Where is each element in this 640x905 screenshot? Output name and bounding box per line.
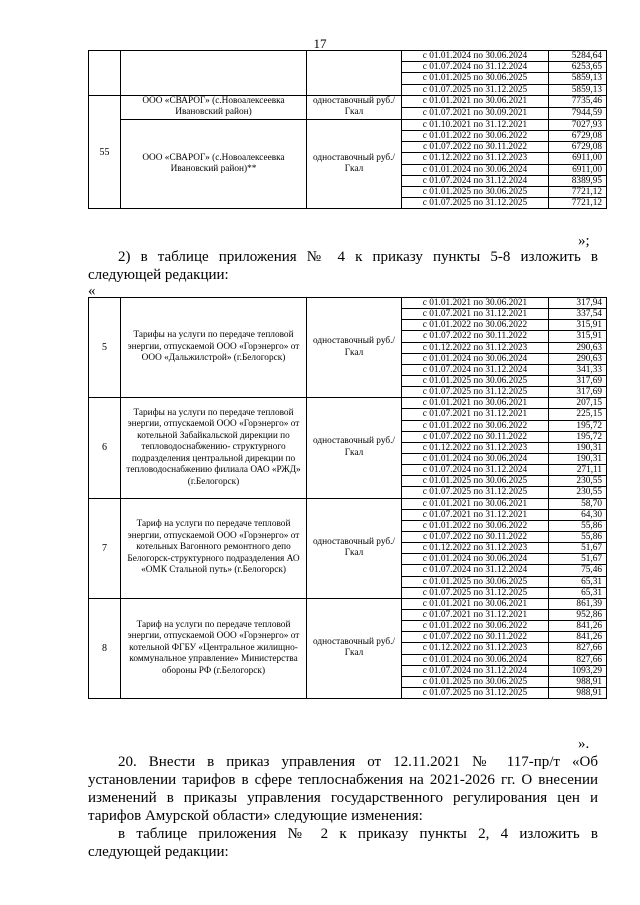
tariff-value-cell: 827,66	[549, 643, 607, 654]
tariff-value-cell: 861,39	[549, 598, 607, 609]
organization-cell	[121, 51, 307, 96]
table-row	[89, 298, 607, 309]
paragraph-2-line-2	[88, 266, 598, 284]
period-cell: с 01.01.2025 по 30.06.2025	[402, 476, 549, 487]
paragraph-20-line-1: 20. Внести в приказ управления от 12.11.2021 № 117-пр/т «Об	[118, 754, 598, 770]
tariff-table-continuation	[88, 50, 607, 209]
tariff-value-cell: 317,94	[549, 298, 607, 309]
period-cell: с 01.07.2022 по 30.11.2022	[402, 142, 549, 153]
period-cell: с 01.07.2021 по 30.09.2021	[402, 107, 549, 119]
period-cell: с 01.07.2024 по 31.12.2024	[402, 565, 549, 576]
period-cell: с 01.07.2025 по 31.12.2025	[402, 198, 549, 209]
period-cell: с 01.07.2022 по 30.11.2022	[402, 431, 549, 442]
paragraph-20-line-3: изменений в приказы управления государственного регулирования цен и	[88, 790, 598, 806]
tariff-value-cell: 827,66	[549, 654, 607, 665]
period-cell: с 01.01.2025 по 30.06.2025	[402, 576, 549, 587]
tariff-value-cell: 988,91	[549, 676, 607, 687]
tariff-description-cell: Тарифы на услуги по передаче тепловой энергии, отпускаемой ООО «Горэнерго» от котельной Забайкальской дирекции по тепловодоснабжению- структурного подразделения центральной дирекции по тепловодоснабжению филиала ОАО «РЖД» (г.Белогорск)	[121, 398, 307, 498]
tariff-value-cell: 55,86	[549, 531, 607, 542]
tariff-value-cell: 271,11	[549, 465, 607, 476]
tariff-value-cell: 190,31	[549, 442, 607, 453]
period-cell: с 01.07.2024 по 31.12.2024	[402, 175, 549, 186]
period-cell: с 01.07.2025 по 31.12.2025	[402, 587, 549, 598]
tariff-value-cell: 6253,65	[549, 62, 607, 73]
paragraph-2-line-1	[118, 248, 598, 266]
tariff-value-cell: 5284,64	[549, 51, 607, 62]
tariff-description-cell: Тариф на услуги по передаче тепловой энергии, отпускаемой ООО «Горэнерго» от котельных Вагонного ремонтного депо Белогорск-структурного подразделения АО «ОМК Стальной путь» (г.Белогорск)	[121, 498, 307, 598]
unit-cell	[307, 51, 402, 96]
paragraph-last-line-2: следующей редакции:	[88, 844, 229, 860]
unit-cell: одноставочный руб./Гкал	[307, 298, 402, 398]
tariff-value-cell: 7027,93	[549, 119, 607, 130]
tariff-value-cell: 190,31	[549, 453, 607, 464]
unit-cell: одноставочный руб./Гкал	[307, 398, 402, 498]
tariff-value-cell: 988,91	[549, 687, 607, 698]
tariff-value-cell: 7721,12	[549, 198, 607, 209]
tariff-value-cell: 290,63	[549, 342, 607, 353]
period-cell: с 01.01.2021 по 30.06.2021	[402, 498, 549, 509]
period-cell: с 01.01.2024 по 30.06.2024	[402, 353, 549, 364]
tariff-value-cell: 5859,13	[549, 73, 607, 84]
period-cell: с 01.10.2021 по 31.12.2021	[402, 119, 549, 130]
tariff-value-cell: 195,72	[549, 431, 607, 442]
opening-quote-mark: «	[88, 283, 96, 299]
period-cell: с 01.01.2022 по 30.06.2022	[402, 320, 549, 331]
tariff-value-cell: 58,70	[549, 498, 607, 509]
page-number: 17	[313, 36, 327, 51]
period-cell: с 01.01.2021 по 30.06.2021	[402, 298, 549, 309]
table-row	[89, 51, 607, 62]
tariff-value-cell: 315,91	[549, 331, 607, 342]
period-cell: с 01.07.2021 по 31.12.2021	[402, 509, 549, 520]
period-cell: с 01.01.2025 по 30.06.2025	[402, 73, 549, 84]
period-cell: с 01.01.2024 по 30.06.2024	[402, 554, 549, 565]
tariff-value-cell: 6729,08	[549, 130, 607, 141]
tariff-value-cell: 317,69	[549, 387, 607, 398]
period-cell: с 01.07.2024 по 31.12.2024	[402, 364, 549, 375]
row-number-cell	[89, 51, 121, 96]
period-cell: с 01.01.2022 по 30.06.2022	[402, 130, 549, 141]
tariff-value-cell: 315,91	[549, 320, 607, 331]
tariff-description-cell: Тарифы на услуги по передаче тепловой энергии, отпускаемой ООО «Горэнерго» от ООО «Дальжилстрой» (г.Белогорск)	[121, 298, 307, 398]
row-number-cell: 8	[89, 598, 121, 698]
period-cell: с 01.07.2024 по 31.12.2024	[402, 665, 549, 676]
tariff-value-cell: 55,86	[549, 520, 607, 531]
tariff-value-cell: 195,72	[549, 420, 607, 431]
paragraph-2-line-2-text: следующей редакции:	[88, 267, 229, 283]
tariff-value-cell: 841,26	[549, 621, 607, 632]
unit-cell: одноставочный руб./Гкал	[307, 119, 402, 209]
period-cell: с 01.01.2024 по 30.06.2024	[402, 164, 549, 175]
tariff-value-cell: 8389,95	[549, 175, 607, 186]
period-cell: с 01.07.2022 по 30.11.2022	[402, 531, 549, 542]
table-row	[89, 598, 607, 609]
paragraph-last-line-1: в таблице приложения № 2 к приказу пункты 2, 4 изложить в	[118, 826, 598, 842]
period-cell: с 01.12.2022 по 31.12.2023	[402, 342, 549, 353]
table-row	[89, 95, 607, 107]
tariff-value-cell: 51,67	[549, 543, 607, 554]
period-cell: с 01.01.2025 по 30.06.2025	[402, 676, 549, 687]
period-cell: с 01.07.2025 по 31.12.2025	[402, 487, 549, 498]
tariff-value-cell: 230,55	[549, 476, 607, 487]
row-number-cell: 55	[89, 95, 121, 209]
closing-quote-mark: »;	[578, 233, 590, 249]
organization-cell: ООО «СВАРОГ» (с.Новоалексеевка Ивановский район)**	[121, 119, 307, 209]
period-cell: с 01.07.2021 по 31.12.2021	[402, 609, 549, 620]
tariff-value-cell: 65,31	[549, 587, 607, 598]
period-cell: с 01.07.2021 по 31.12.2021	[402, 309, 549, 320]
period-cell: с 01.01.2021 по 30.06.2021	[402, 95, 549, 107]
period-cell: с 01.07.2025 по 31.12.2025	[402, 387, 549, 398]
tariff-value-cell: 225,15	[549, 409, 607, 420]
tariff-value-cell: 51,67	[549, 554, 607, 565]
period-cell: с 01.01.2022 по 30.06.2022	[402, 621, 549, 632]
tariff-value-cell: 1093,29	[549, 665, 607, 676]
table-row	[89, 398, 607, 409]
unit-cell: одноставочный руб./Гкал	[307, 498, 402, 598]
table-row	[89, 498, 607, 509]
tariff-value-cell: 841,26	[549, 632, 607, 643]
tariff-value-cell: 64,30	[549, 509, 607, 520]
period-cell: с 01.12.2022 по 31.12.2023	[402, 153, 549, 164]
period-cell: с 01.01.2024 по 30.06.2024	[402, 453, 549, 464]
unit-cell: одноставочный руб./Гкал	[307, 598, 402, 698]
row-number-cell: 5	[89, 298, 121, 398]
period-cell: с 01.12.2022 по 31.12.2023	[402, 643, 549, 654]
paragraph-20-line-4: тарифов Амурской области» следующие изменения:	[88, 808, 423, 824]
tariff-value-cell: 75,46	[549, 565, 607, 576]
tariff-value-cell: 6911,00	[549, 153, 607, 164]
period-cell: с 01.01.2024 по 30.06.2024	[402, 51, 549, 62]
table-row	[89, 119, 607, 130]
tariff-value-cell: 5859,13	[549, 84, 607, 95]
period-cell: с 01.07.2025 по 31.12.2025	[402, 687, 549, 698]
period-cell: с 01.12.2022 по 31.12.2023	[402, 442, 549, 453]
tariff-value-cell: 337,54	[549, 309, 607, 320]
tariff-table-appendix-4	[88, 297, 607, 699]
period-cell: с 01.07.2024 по 31.12.2024	[402, 62, 549, 73]
row-number-cell: 6	[89, 398, 121, 498]
organization-cell: ООО «СВАРОГ» (с.Новоалексеевка Ивановский район)	[121, 95, 307, 119]
period-cell: с 01.01.2022 по 30.06.2022	[402, 520, 549, 531]
period-cell: с 01.07.2021 по 31.12.2021	[402, 409, 549, 420]
period-cell: с 01.01.2021 по 30.06.2021	[402, 598, 549, 609]
period-cell: с 01.01.2022 по 30.06.2022	[402, 420, 549, 431]
closing-quote-mark-2: ».	[578, 736, 590, 752]
period-cell: с 01.07.2025 по 31.12.2025	[402, 84, 549, 95]
tariff-description-cell: Тариф на услуги по передаче тепловой энергии, отпускаемой ООО «Горэнерго» от котельной ФГБУ «Центральное жилищно-коммунальное управление» Министерства обороны РФ (г.Белогорск)	[121, 598, 307, 698]
tariff-value-cell: 952,86	[549, 609, 607, 620]
tariff-value-cell: 317,69	[549, 375, 607, 386]
period-cell: с 01.07.2024 по 31.12.2024	[402, 465, 549, 476]
tariff-value-cell: 65,31	[549, 576, 607, 587]
period-cell: с 01.01.2025 по 30.06.2025	[402, 186, 549, 197]
paragraph-2-line-1-text: 2) в таблице приложения № 4 к приказу пункты 5-8 изложить в	[118, 249, 598, 265]
period-cell: с 01.01.2021 по 30.06.2021	[402, 398, 549, 409]
period-cell: с 01.01.2025 по 30.06.2025	[402, 375, 549, 386]
tariff-value-cell: 7944,59	[549, 107, 607, 119]
tariff-value-cell: 6729,08	[549, 142, 607, 153]
paragraph-20-line-2: установлении тарифов в сфере теплоснабжения на 2021-2026 гг. О внесении	[88, 772, 598, 788]
tariff-value-cell: 230,55	[549, 487, 607, 498]
period-cell: с 01.01.2024 по 30.06.2024	[402, 654, 549, 665]
tariff-value-cell: 341,33	[549, 364, 607, 375]
tariff-value-cell: 7721,12	[549, 186, 607, 197]
period-cell: с 01.12.2022 по 31.12.2023	[402, 543, 549, 554]
tariff-value-cell: 207,15	[549, 398, 607, 409]
tariff-value-cell: 7735,46	[549, 95, 607, 107]
tariff-value-cell: 6911,00	[549, 164, 607, 175]
period-cell: с 01.07.2022 по 30.11.2022	[402, 331, 549, 342]
row-number-cell: 7	[89, 498, 121, 598]
period-cell: с 01.07.2022 по 30.11.2022	[402, 632, 549, 643]
unit-cell: одноставочный руб./Гкал	[307, 95, 402, 119]
tariff-value-cell: 290,63	[549, 353, 607, 364]
